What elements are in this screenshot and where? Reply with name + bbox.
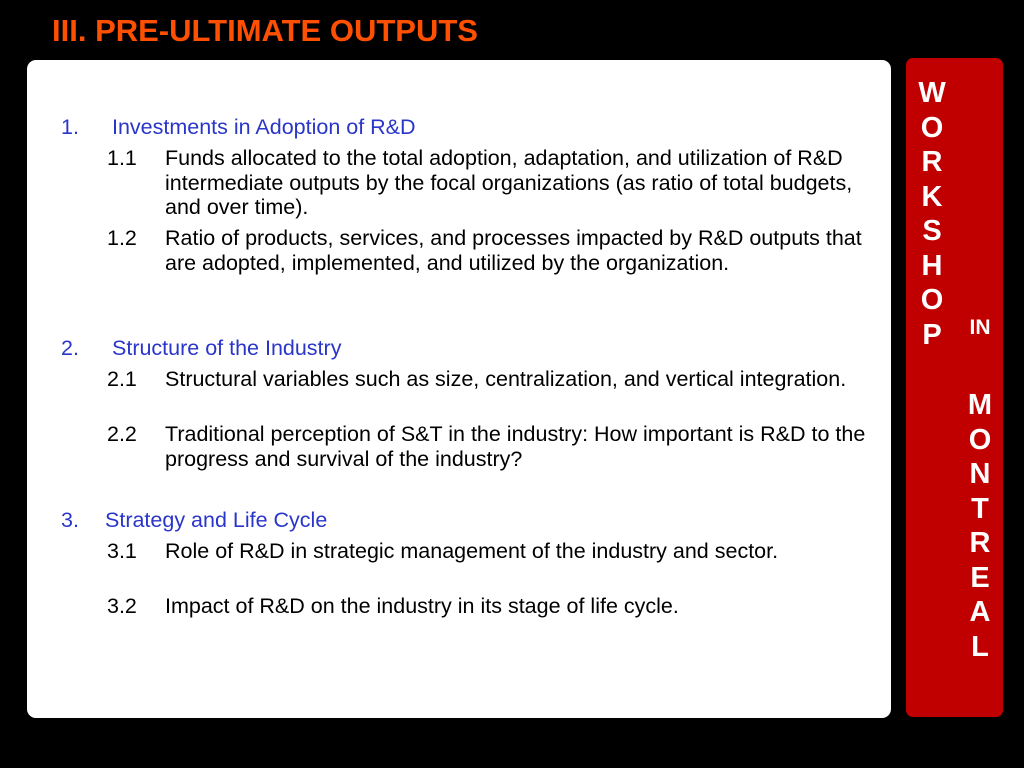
workshop-word: [914, 76, 950, 352]
item-number: 3.1: [107, 539, 137, 563]
section-title: Investments in Adoption of R&D: [112, 115, 416, 139]
letter: T: [971, 492, 989, 525]
montreal-word: [962, 388, 998, 664]
item-text: Impact of R&D on the industry in its stage of life cycle.: [165, 594, 679, 618]
letter: E: [970, 561, 990, 594]
letter: W: [918, 77, 946, 109]
letter: O: [968, 423, 992, 456]
letter: N: [969, 458, 991, 490]
item-number: 1.1: [107, 146, 137, 170]
item-text: Traditional perception of S&T in the industry: How important is R&D to the progress and survival of the industry?: [165, 422, 866, 471]
workshop-side-panel: [906, 58, 1003, 717]
letter: R: [969, 527, 991, 559]
letter: O: [920, 284, 944, 316]
section-title: Strategy and Life Cycle: [105, 508, 328, 532]
section-number: 1.: [61, 115, 79, 139]
letter: K: [921, 180, 943, 213]
item-text: Funds allocated to the total adoption, adaptation, and utilization of R&D intermediate outputs by the focal organizations (as ratio of total budgets, and over time).: [165, 146, 853, 219]
letter: M: [967, 389, 993, 421]
item-text: Role of R&D in strategic management of the industry and sector.: [165, 539, 779, 563]
item-number: 2.1: [107, 367, 137, 391]
letter: S: [922, 215, 942, 247]
letter: L: [971, 630, 989, 663]
item-number: 1.2: [107, 226, 137, 250]
letter: R: [921, 146, 943, 178]
section-number: 3.: [61, 508, 79, 532]
letter: A: [969, 596, 991, 628]
letter: O: [920, 111, 944, 144]
section-title: Structure of the Industry: [112, 336, 342, 360]
slide-title: III. PRE-ULTIMATE OUTPUTS: [52, 13, 478, 48]
section-number: 2.: [61, 336, 79, 360]
content-box: [27, 60, 891, 718]
item-text: Ratio of products, services, and processes impacted by R&D outputs that are adopted, implemented, and utilized by the organization.: [165, 226, 862, 275]
item-number: 3.2: [107, 594, 137, 618]
in-word: IN: [969, 316, 991, 339]
item-text: Structural variables such as size, centralization, and vertical integration.: [165, 367, 847, 391]
letter: H: [921, 249, 943, 282]
letter: P: [922, 318, 942, 351]
item-number: 2.2: [107, 422, 137, 446]
